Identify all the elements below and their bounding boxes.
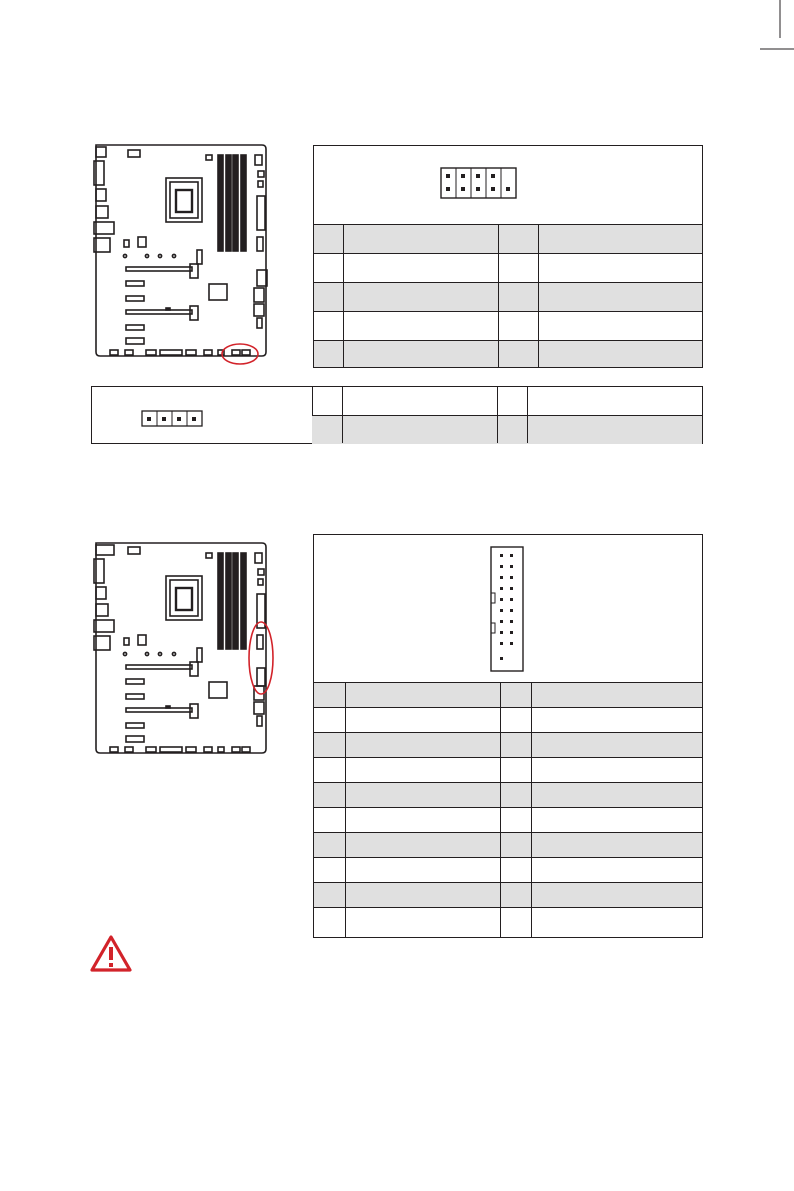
header-1x4-diagram bbox=[142, 409, 206, 429]
pinout-table-2x10 bbox=[313, 534, 703, 938]
table-row bbox=[312, 387, 702, 415]
table-row bbox=[314, 782, 702, 807]
table-row bbox=[312, 415, 702, 444]
motherboard-diagram-top bbox=[90, 140, 270, 370]
warning-triangle-icon bbox=[89, 934, 133, 974]
table-row bbox=[314, 732, 702, 757]
pinout-table-1x4 bbox=[91, 386, 703, 444]
table-row bbox=[314, 707, 702, 732]
pinout-table-2x5 bbox=[313, 145, 703, 368]
table-row bbox=[314, 340, 702, 367]
table-row bbox=[314, 807, 702, 832]
table-row bbox=[314, 907, 702, 937]
table-row bbox=[314, 832, 702, 857]
highlight-ellipse bbox=[249, 622, 273, 694]
crop-mark bbox=[0, 0, 794, 60]
table-row bbox=[314, 757, 702, 782]
table-row bbox=[314, 857, 702, 882]
motherboard-diagram-bottom bbox=[90, 535, 280, 765]
table-row bbox=[314, 224, 702, 253]
table-row bbox=[314, 682, 702, 707]
table-row bbox=[314, 253, 702, 282]
table-row bbox=[314, 882, 702, 907]
header-2x5-diagram bbox=[441, 166, 521, 202]
header-2x10-diagram bbox=[489, 545, 529, 675]
table-row bbox=[314, 311, 702, 340]
table-row bbox=[314, 282, 702, 311]
